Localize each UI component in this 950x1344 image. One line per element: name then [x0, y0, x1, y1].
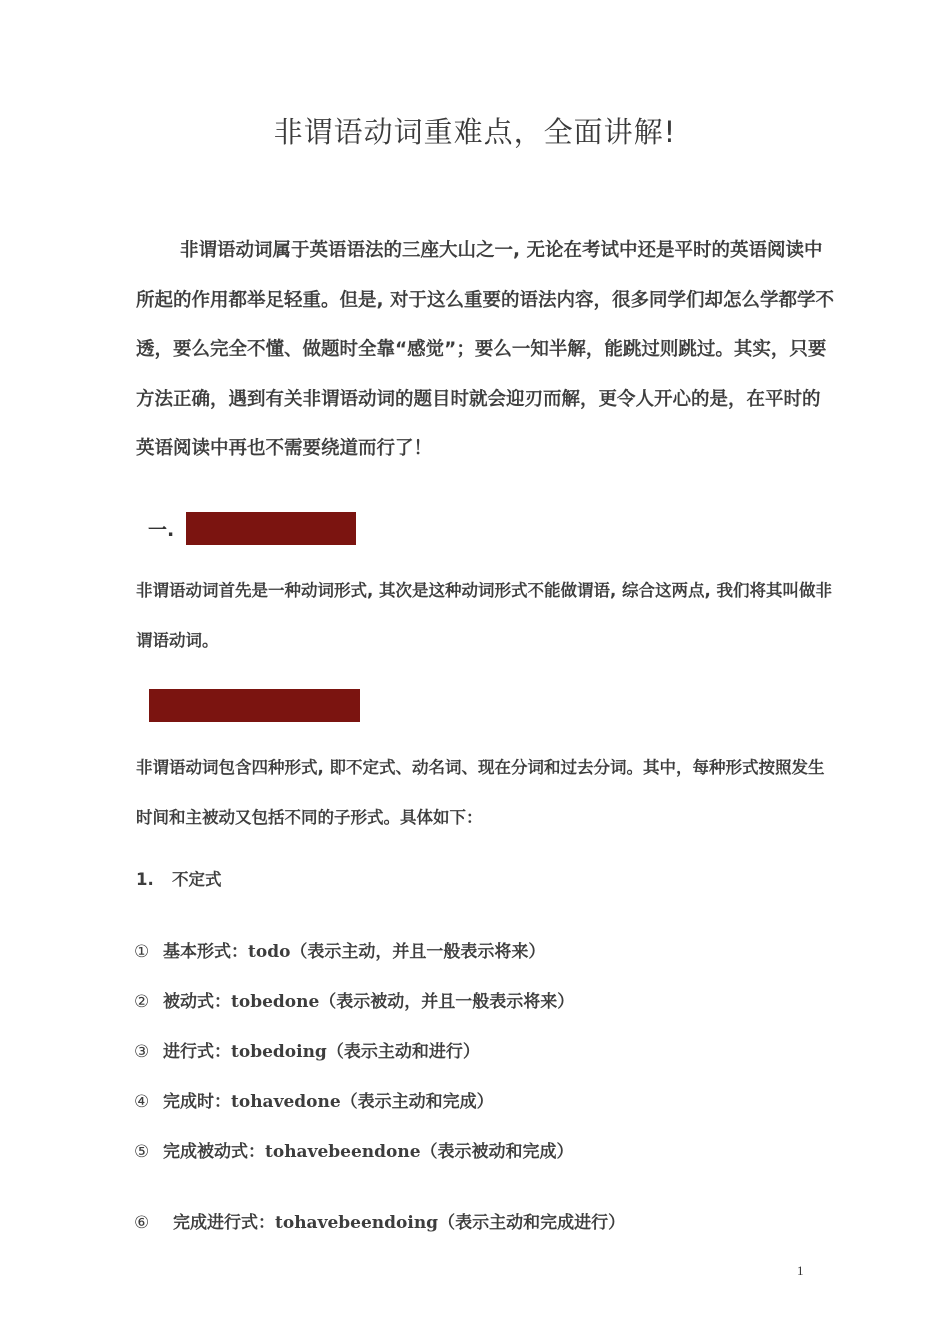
circled-number: ④: [134, 1092, 150, 1112]
circled-number: ⑥: [134, 1213, 150, 1233]
list-item-text: 基本形式：todo（表示主动，并且一般表示将来）: [163, 942, 546, 962]
list-item-text: 被动式：tobedone（表示被动，并且一般表示将来）: [163, 992, 575, 1012]
section-1-paragraph: 非谓语动词首先是一种动词形式, 其次是这种动词形式不能做谓语, 综合这两点, 我们将其叫做非谓语动词。: [136, 581, 833, 650]
page-title: 非谓语动词重难点，全面讲解!: [273, 115, 677, 149]
list-item: [134, 1208, 625, 1233]
section-1-number: 一.: [148, 519, 175, 541]
subsection-number: 1.: [136, 870, 154, 889]
circled-number: ②: [134, 992, 150, 1012]
list-item-text: 完成时：tohavedone（表示主动和完成）: [163, 1092, 494, 1112]
subsection-heading: [136, 866, 222, 890]
circled-number: ①: [134, 942, 150, 962]
section-1-heading: [148, 512, 356, 545]
page-number: 1: [797, 1263, 804, 1278]
list-item-text: 完成进行式：tohavebeendoing（表示主动和完成进行）: [173, 1213, 626, 1233]
list-item: [134, 1137, 574, 1162]
circled-number: ③: [134, 1042, 150, 1062]
redacted-heading-bar: [186, 512, 356, 545]
list-item: [134, 1087, 494, 1112]
list-item-text: 进行式：tobedoing（表示主动和进行）: [163, 1042, 480, 1062]
section-2-paragraph: 非谓语动词包含四种形式, 即不定式、动名词、现在分词和过去分词。其中，每种形式按照发生时间和主被动又包括不同的子形式。具体如下：: [136, 758, 825, 827]
subsection-label: 不定式: [172, 870, 222, 889]
section-2-heading: [149, 689, 360, 722]
circled-number: ⑤: [134, 1142, 150, 1162]
list-item-text: 完成被动式：tohavebeendone（表示被动和完成）: [163, 1142, 574, 1162]
intro-paragraph: 非谓语动词属于英语语法的三座大山之一, 无论在考试中还是平时的英语阅读中所起的作用都举足轻重。但是, 对于这么重要的语法内容，很多同学们却怎么学都学不透，要么完全不懂、做题时全靠“感觉”；要么一知半解，能跳过则跳过。其实，只要方法正确，遇到有关非谓语动词的题目时就会迎刃而解，更令人开心的是，在平时的英语阅读中再也不需要绕道而行了！: [136, 240, 834, 459]
list-item: [134, 1037, 480, 1062]
list-item: [134, 937, 545, 962]
redacted-heading-bar: [149, 689, 360, 722]
list-item: [134, 987, 574, 1012]
